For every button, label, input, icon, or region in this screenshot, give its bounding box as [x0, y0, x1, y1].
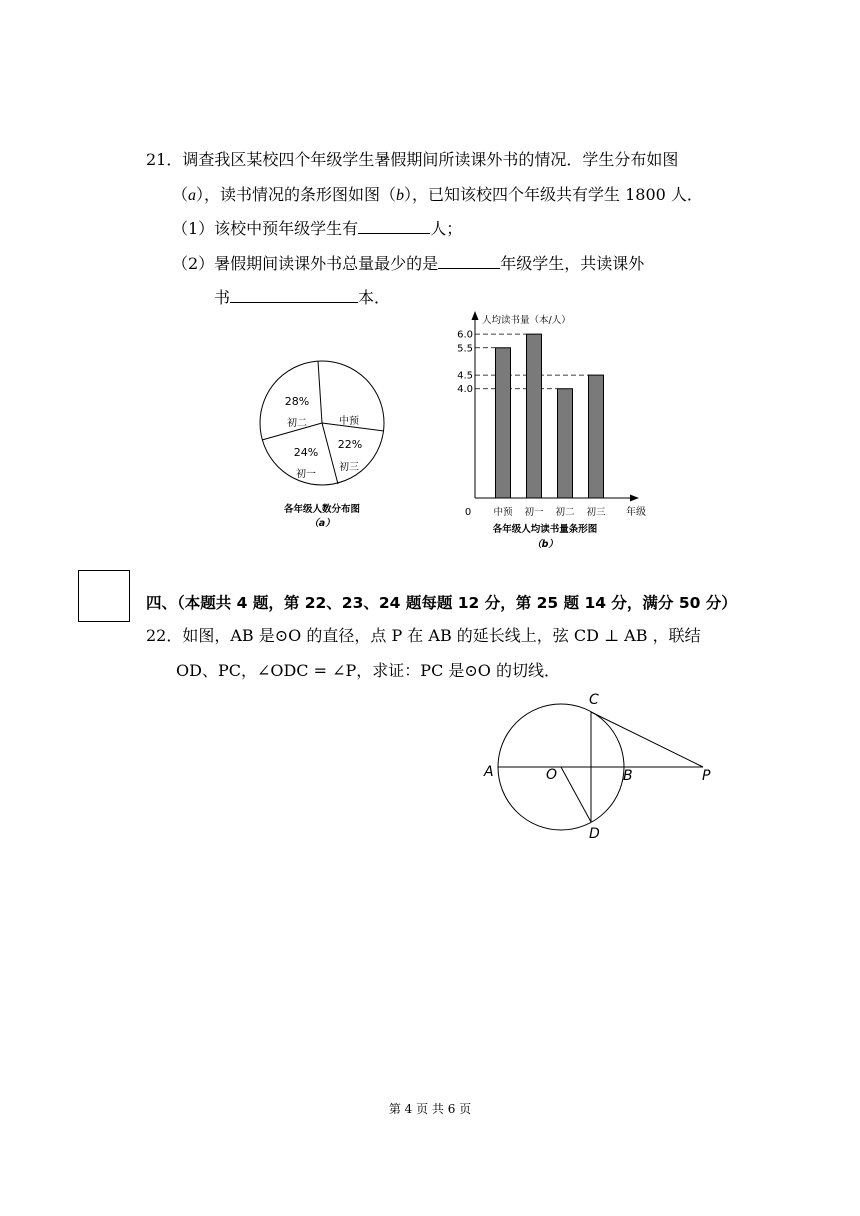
- q21-text-1: 21．调查我区某校四个年级学生暑假期间所读课外书的情况．学生分布如图: [146, 150, 679, 169]
- x-tick-label: 初二: [555, 507, 575, 518]
- x-tick-label: 中预: [493, 507, 513, 518]
- answer-blank-1[interactable]: [358, 219, 430, 234]
- q21-part2-line2-post: 本．: [358, 288, 391, 307]
- q21-part2-post: 年级学生，共读课外: [500, 254, 645, 273]
- pie-slice-percent: 24%: [293, 446, 319, 459]
- point-label-d: D: [589, 826, 600, 842]
- q21-part1: [172, 219, 462, 239]
- score-box[interactable]: [78, 570, 130, 622]
- point-label-o: O: [546, 767, 558, 783]
- q21-paren-open: （: [172, 185, 189, 204]
- x-axis-label: 年级: [626, 507, 646, 518]
- geometry-figure: [475, 688, 725, 843]
- y-tick-label: 6.0: [457, 329, 473, 341]
- pie-slice-percent: 28%: [284, 395, 310, 408]
- bar-中预: [496, 348, 511, 498]
- line-od: [561, 767, 591, 822]
- origin-label: 0: [464, 507, 472, 518]
- pie-caption: 各年级人数分布图: [283, 504, 361, 515]
- bar-chart-title: 各年级人均读书量条形图: [492, 524, 598, 535]
- bar-初三: [589, 375, 604, 498]
- q21-part2-line2-pre: 书: [214, 288, 231, 307]
- line-pc: [591, 712, 703, 767]
- x-tick-label: 初一: [524, 507, 544, 518]
- q21-part2-cont: [214, 288, 390, 308]
- y-axis-label: 人均读书量（本/人）: [482, 315, 571, 326]
- q21-part1-post: 人；: [430, 219, 463, 238]
- pie-slice-label: 中预: [339, 416, 359, 427]
- q21-line2-mid: ），读书情况的条形图如图（: [196, 185, 397, 204]
- pie-slice-label: 初二: [287, 418, 307, 429]
- y-axis-arrow: [472, 311, 479, 320]
- q21-part1-pre: （1）该校中预年级学生有: [172, 219, 359, 238]
- pie-slice-label: 初三: [339, 462, 359, 473]
- pie-divider-top: [318, 361, 322, 423]
- y-tick-label: 4.5: [457, 370, 473, 382]
- pie-slice-label: 初一: [296, 469, 316, 480]
- x-axis-arrow: [630, 495, 639, 502]
- q21-line2-end: ），已知该校四个年级共有学生 1800 人．: [404, 185, 703, 204]
- q21-part2-pre: （2）暑假期间读课外书总量最少的是: [172, 254, 439, 273]
- bar-初二: [558, 389, 573, 498]
- bar-chart: [440, 305, 670, 555]
- point-label-b: B: [623, 768, 633, 784]
- point-label-c: C: [589, 692, 599, 708]
- answer-blank-3[interactable]: [230, 288, 358, 303]
- bar-chart-subtitle: （b）: [532, 539, 558, 550]
- q21-line2: [172, 185, 703, 206]
- section4-heading: 四、（本题共 4 题，第 22、23、24 题每题 12 分，第 25 题 14 分，满分 50 分）: [146, 594, 737, 612]
- q21-line1: [146, 150, 678, 170]
- page-footer: 第 4 页 共 6 页: [388, 1102, 472, 1116]
- q21-fig-a-ref: a: [188, 187, 197, 204]
- pie-sub-caption: （a）: [309, 518, 335, 529]
- bar-初一: [527, 334, 542, 498]
- y-tick-label: 4.0: [457, 384, 473, 396]
- x-tick-label: 初三: [586, 507, 606, 518]
- point-label-a: A: [484, 764, 494, 780]
- q22-line1: 22．如图，AB 是⊙O 的直径，点 P 在 AB 的延长线上，弦 CD ⊥ AB ，联结: [146, 626, 701, 645]
- pie-slice-percent: 22%: [337, 438, 363, 451]
- y-tick-label: 5.5: [457, 343, 473, 355]
- pie-divider-bottom: [322, 423, 338, 484]
- q21-part2: [172, 254, 644, 274]
- pie-chart: [250, 360, 400, 530]
- point-label-p: P: [702, 768, 711, 784]
- answer-blank-2[interactable]: [438, 254, 500, 269]
- q22-line2: OD、PC，∠ODC = ∠P，求证：PC 是⊙O 的切线．: [176, 661, 561, 680]
- q21-fig-b-ref: b: [396, 187, 405, 204]
